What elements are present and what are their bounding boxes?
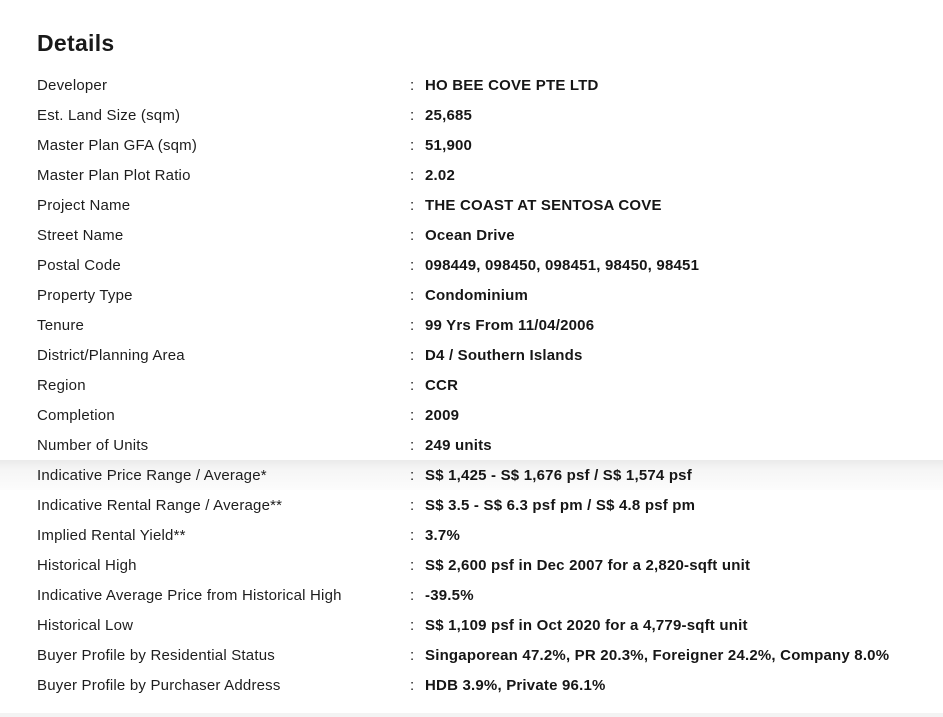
detail-label: Est. Land Size (sqm) [37,106,181,124]
detail-separator: : [410,466,415,484]
detail-label: Master Plan Plot Ratio [37,166,191,184]
detail-separator: : [410,676,415,694]
detail-row [0,220,943,250]
detail-row [0,400,943,430]
detail-row [0,430,943,460]
detail-separator: : [410,166,415,184]
detail-separator: : [410,496,415,514]
detail-label: Buyer Profile by Residential Status [37,646,275,664]
detail-separator: : [410,586,415,604]
detail-separator: : [410,316,415,334]
detail-separator: : [410,106,415,124]
detail-value: 2009 [425,406,460,424]
bottom-divider [0,713,943,717]
detail-separator: : [410,256,415,274]
detail-label: Street Name [37,226,124,244]
detail-row [0,100,943,130]
detail-label: Historical Low [37,616,134,634]
detail-value: D4 / Southern Islands [425,346,583,364]
detail-row [0,490,943,520]
detail-separator: : [410,406,415,424]
detail-row [0,460,943,490]
detail-label: Implied Rental Yield** [37,526,186,544]
detail-value: S$ 1,425 - S$ 1,676 psf / S$ 1,574 psf [425,466,692,484]
detail-value: HO BEE COVE PTE LTD [425,76,599,94]
detail-row [0,250,943,280]
detail-value: 2.02 [425,166,455,184]
detail-row [0,310,943,340]
detail-row [0,550,943,580]
detail-value: CCR [425,376,459,394]
detail-value: 25,685 [425,106,473,124]
detail-separator: : [410,376,415,394]
detail-separator: : [410,436,415,454]
detail-row [0,610,943,640]
details-table [0,70,943,700]
detail-separator: : [410,616,415,634]
detail-row [0,370,943,400]
detail-value: Singaporean 47.2%, PR 20.3%, Foreigner 24.2%, Company 8.0% [425,646,890,664]
detail-value: THE COAST AT SENTOSA COVE [425,196,662,214]
detail-separator: : [410,196,415,214]
detail-row [0,160,943,190]
detail-value: Ocean Drive [425,226,515,244]
detail-value: 99 Yrs From 11/04/2006 [425,316,595,334]
detail-label: Historical High [37,556,137,574]
detail-label: Project Name [37,196,131,214]
detail-label: Region [37,376,86,394]
detail-label: Completion [37,406,115,424]
detail-row [0,670,943,700]
detail-label: Developer [37,76,108,94]
detail-value: HDB 3.9%, Private 96.1% [425,676,606,694]
detail-label: District/Planning Area [37,346,185,364]
detail-value: S$ 1,109 psf in Oct 2020 for a 4,779-sqft unit [425,616,748,634]
detail-value: S$ 2,600 psf in Dec 2007 for a 2,820-sqft unit [425,556,751,574]
detail-label: Indicative Average Price from Historical High [37,586,342,604]
detail-separator: : [410,286,415,304]
detail-row [0,70,943,100]
detail-label: Indicative Rental Range / Average** [37,496,283,514]
detail-row [0,580,943,610]
detail-row [0,280,943,310]
detail-value: 3.7% [425,526,460,544]
detail-label: Indicative Price Range / Average* [37,466,267,484]
page-title: Details [37,30,115,56]
detail-label: Master Plan GFA (sqm) [37,136,198,154]
detail-separator: : [410,136,415,154]
detail-value: 51,900 [425,136,473,154]
detail-value: S$ 3.5 - S$ 6.3 psf pm / S$ 4.8 psf pm [425,496,696,514]
detail-separator: : [410,526,415,544]
detail-value: Condominium [425,286,529,304]
detail-row [0,190,943,220]
detail-row [0,640,943,670]
detail-value: -39.5% [425,586,474,604]
detail-row [0,520,943,550]
detail-separator: : [410,76,415,94]
detail-label: Number of Units [37,436,149,454]
detail-separator: : [410,226,415,244]
detail-separator: : [410,556,415,574]
detail-row [0,340,943,370]
detail-separator: : [410,346,415,364]
detail-label: Tenure [37,316,85,334]
detail-label: Buyer Profile by Purchaser Address [37,676,281,694]
detail-value: 098449, 098450, 098451, 98450, 98451 [425,256,700,274]
detail-label: Property Type [37,286,133,304]
detail-row [0,130,943,160]
detail-label: Postal Code [37,256,121,274]
detail-value: 249 units [425,436,492,454]
detail-separator: : [410,646,415,664]
